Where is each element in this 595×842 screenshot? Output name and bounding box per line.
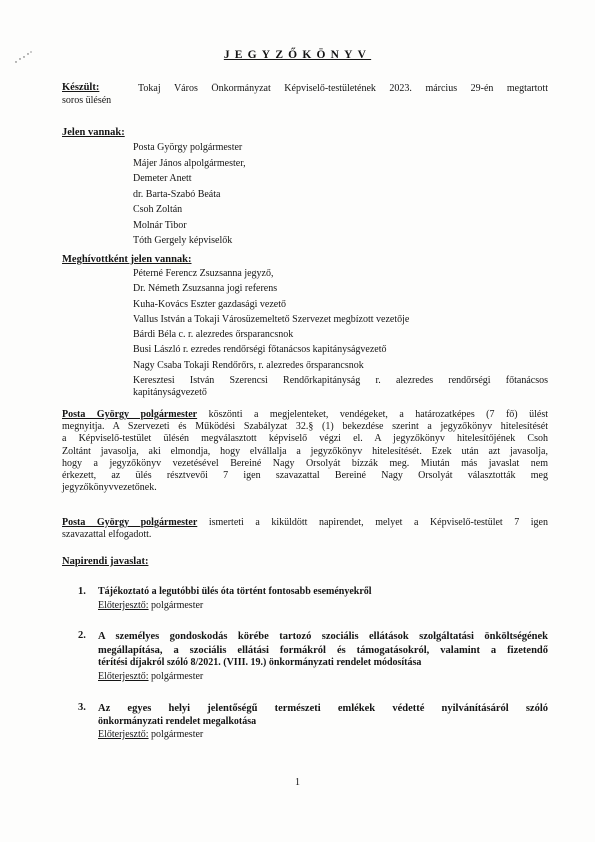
agenda-item-number: 2. [78,630,86,641]
speaker-name: Posta György polgármester [62,517,198,528]
agenda-intro-line-2: szavazattal elfogadott. [62,529,152,541]
speaker-name: Posta György polgármester [62,409,198,420]
opening-line-last: jegyzőkönyvvezetőnek. [62,482,157,494]
agenda-item-number: 1. [78,586,86,597]
jelen-person: Demeter Anett [133,173,192,184]
keszult-line-1: Tokaj Város Önkormányzat Képviselő-testületének 2023. március 29-én megtartott [138,83,548,94]
opening-line: Posta György polgármester köszönti a megjelenteket, vendégeket, a határozatképes (7 fő) ülést [62,409,548,420]
napirend-label: Napirendi javaslat: [62,556,149,567]
agenda-item-title: A személyes gondoskodás körébe tartozó szociális ellátások szolgáltatási önköltségének megállapítása, a szociális ellátási formákról és támogatásokról, valamint a fizetendő térítési díjakról szóló 8/2021. (VIII. 19.) önkormányzati rendelet módosítása [98,631,548,668]
meghivott-person: Kuha-Kovács Eszter gazdasági vezető [133,298,286,310]
opening-line: Zoltánt javasolja, aki elmondja, hogy elvállalja a jegyzőkönyv hitelesítését. Ezek után azt javasolja, [62,445,548,457]
opening-line: a Képviselő-testület ülésén megválasztott képviselő végzi el. A jegyzőkönyv hitelesítőjének Csoh [62,433,548,445]
meghivott-label: Meghívottként jelen vannak: [62,254,192,265]
jelen-person: Tóth Gergely képviselők [133,235,233,246]
keszult-label: Készült: [62,82,100,93]
opening-line: megnyitja. A Szervezeti és Működési Szabályzat 32.§ (1) bekezdése szerint a jegyzőkönyv hitelesítését [62,421,548,433]
jelen-list [133,142,246,251]
agenda-item-presenter: Előterjesztő: polgármester [98,600,204,611]
meghivott-person: Nagy Csaba Tokaji Rendőrőrs, r. alezredes őrsparancsnok [133,359,364,371]
agenda-item-number: 3. [78,702,86,713]
agenda-item-title: Tájékoztató a legutóbbi ülés óta történt fontosabb eseményekről [98,586,372,597]
agenda-intro-paragraph [62,517,548,541]
agenda-item-title: Az egyes helyi jelentőségű természeti emlékek védetté nyilvánításáról szóló önkormányzati rendelet megalkotása [98,703,548,727]
meghivott-last-person [133,375,548,399]
agenda-item-presenter: Előterjesztő: polgármester [98,671,204,682]
opening-paragraph [62,409,548,494]
page-number: 1 [295,777,300,788]
jelen-person: Molnár Tibor [133,219,187,231]
meghivott-list [133,268,409,375]
agenda-item-presenter: Előterjesztő: polgármester [98,729,204,740]
jelen-person: dr. Barta-Szabó Beáta [133,188,221,200]
meghivott-person: Vallus István a Tokaji Városüzemeltető Szervezet megbízott vezetője [133,313,410,325]
meghivott-person: Dr. Németh Zsuzsanna jogi referens [133,283,278,295]
meghivott-last-line-2: kapitányságvezető [133,387,207,399]
agenda-intro-line: Posta György polgármester ismerteti a kiküldött napirendet, melyet a Képviselő-testület 7 igen [62,517,548,528]
opening-line: hogy a jegyzőkönyv vezetésével Bereiné Nagy Orsolyát bízzák meg. Miután más javaslat nem [62,457,548,469]
meghivott-last-line-1: Keresztesi István Szerencsi Rendőrkapitányság r. alezredes rendőrségi főtanácsos [133,375,548,386]
jelen-label: Jelen vannak: [62,127,125,138]
jelen-person: Májer János alpolgármester, [133,157,246,169]
jelen-person: Posta György polgármester [133,142,243,153]
meghivott-person: Bárdi Béla c. r. alezredes őrsparancsnok [133,329,294,341]
jelen-person: Csoh Zoltán [133,204,183,215]
document-title: JEGYZŐKÖNYV [223,49,372,61]
meghivott-person: Busi László r. ezredes rendőrségi főtanácsos kapitányságvezető [133,344,387,356]
keszult-text [62,83,548,107]
opening-line: érkezett, az ülés résztvevői 7 igen szavazattal Bereiné Nagy Orsolyát választották meg [62,469,548,481]
keszult-line-2: soros ülésén [62,95,112,107]
meghivott-person: Péterné Ferencz Zsuzsanna jegyző, [133,268,274,279]
